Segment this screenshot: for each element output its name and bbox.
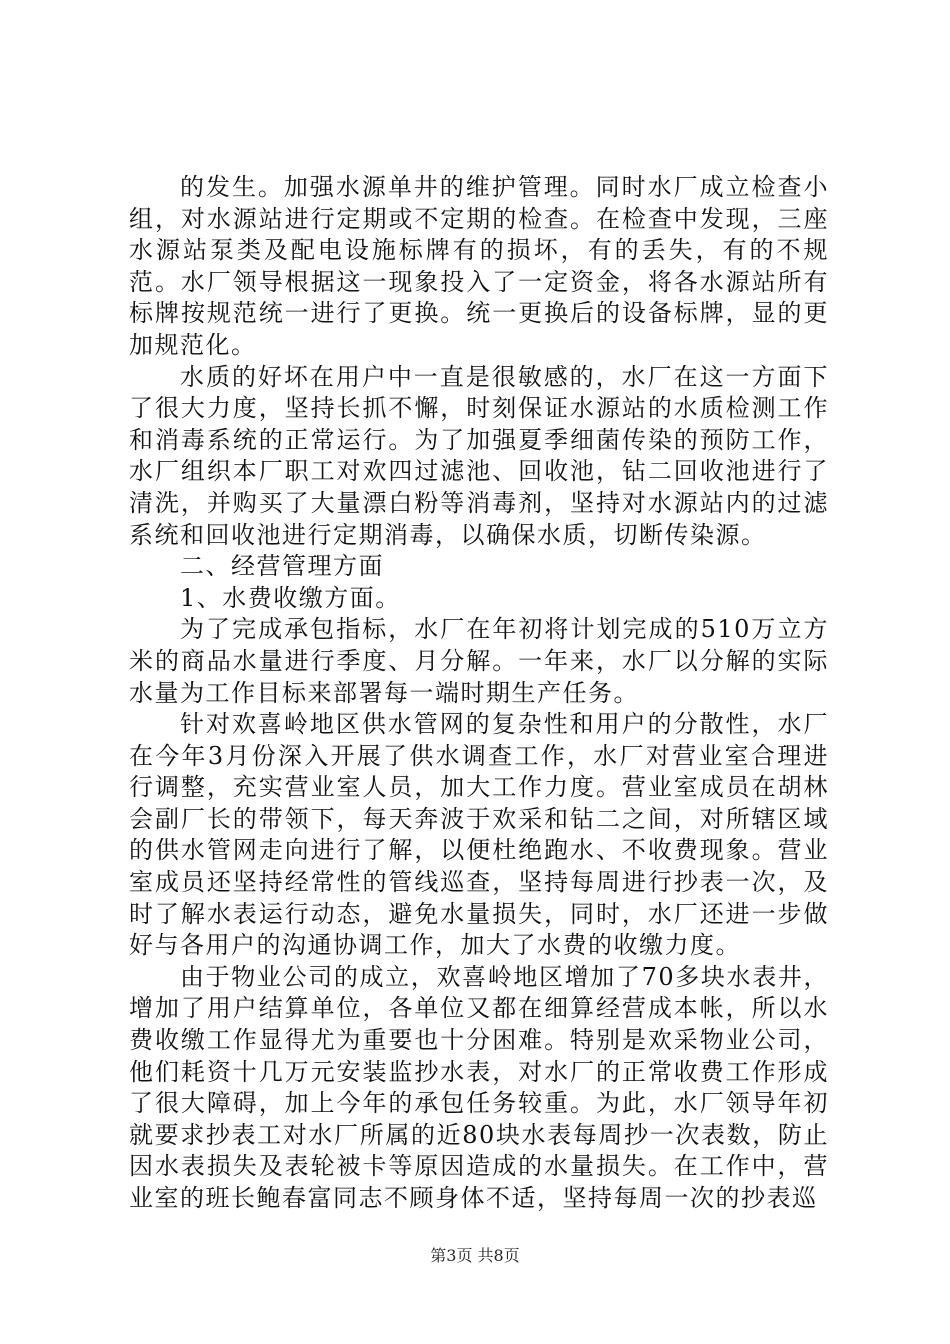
paragraph-water-source-maintenance: 的发生。加强水源单井的维护管理。同时水厂成立检查小组，对水源站进行定期或不定期的检查。在检查中发现，三座水源站泵类及配电设施标牌有的损坏，有的丢失，有的不规范。水厂领导根据这一现象投入了一定资金，将各水源站所有标牌按规范统一进行了更换。统一更换后的设备标牌，显的更加规范化。 <box>129 173 829 359</box>
body-text <box>129 172 829 1215</box>
paragraph-supply-survey: 针对欢喜岭地区供水管网的复杂性和用户的分散性，水厂在今年3月份深入开展了供水调查工作，水厂对营业室合理进行调整，充实营业室人员，加大工作力度。营业室成员在胡林会副厂长的带领下，每天奔波于欢采和钻二之间，对所辖区域的供水管网走向进行了解，以便杜绝跑水、不收费现象。营业室成员还坚持经常性的管线巡查，坚持每周进行抄表一次，及时了解水表运行动态，避免水量损失，同时，水厂还进一步做好与各用户的沟通协调工作，加大了水费的收缴力度。 <box>129 710 829 960</box>
section-heading-operations: 二、经营管理方面 <box>180 552 384 581</box>
paragraph-meter-reading: 由于物业公司的成立，欢喜岭地区增加了70多块水表井，增加了用户结算单位，各单位又都在细算经营成本帐，所以水费收缴工作显得尤为重要也十分困难。特别是欢采物业公司，他们耗资十几万元安装监抄水表，对水厂的正常收费工作形成了很大障碍，加上今年的承包任务较重。为此，水厂领导年初就要求抄表工对水厂所属的近80块水表每周抄一次表数，防止因水表损失及表轮被卡等原因造成的水量损失。在工作中，营业室的班长鲍春富同志不顾身体不适，坚持每周一次的抄表巡 <box>129 962 829 1212</box>
paragraph-water-quality: 水质的好坏在用户中一直是很敏感的，水厂在这一方面下了很大力度，坚持长抓不懈，时刻保证水源站的水质检测工作和消毒系统的正常运行。为了加强夏季细菌传染的预防工作，水厂组织本厂职工对欢四过滤池、回收池，钻二回收池进行了清洗，并购买了大量漂白粉等消毒剂，坚持对水源站内的过滤系统和回收池进行定期消毒，以确保水质，切断传染源。 <box>129 362 829 549</box>
page-number-footer: 第3页 共8页 <box>430 1246 520 1265</box>
paragraph-contract-targets: 为了完成承包指标，水厂在年初将计划完成的510万立方米的商品水量进行季度、月分解。一年来，水厂以分解的实际水量为工作目标来部署每一端时期生产任务。 <box>129 615 829 707</box>
subsection-heading-fee-collection: 1、水费收缴方面。 <box>180 583 401 612</box>
